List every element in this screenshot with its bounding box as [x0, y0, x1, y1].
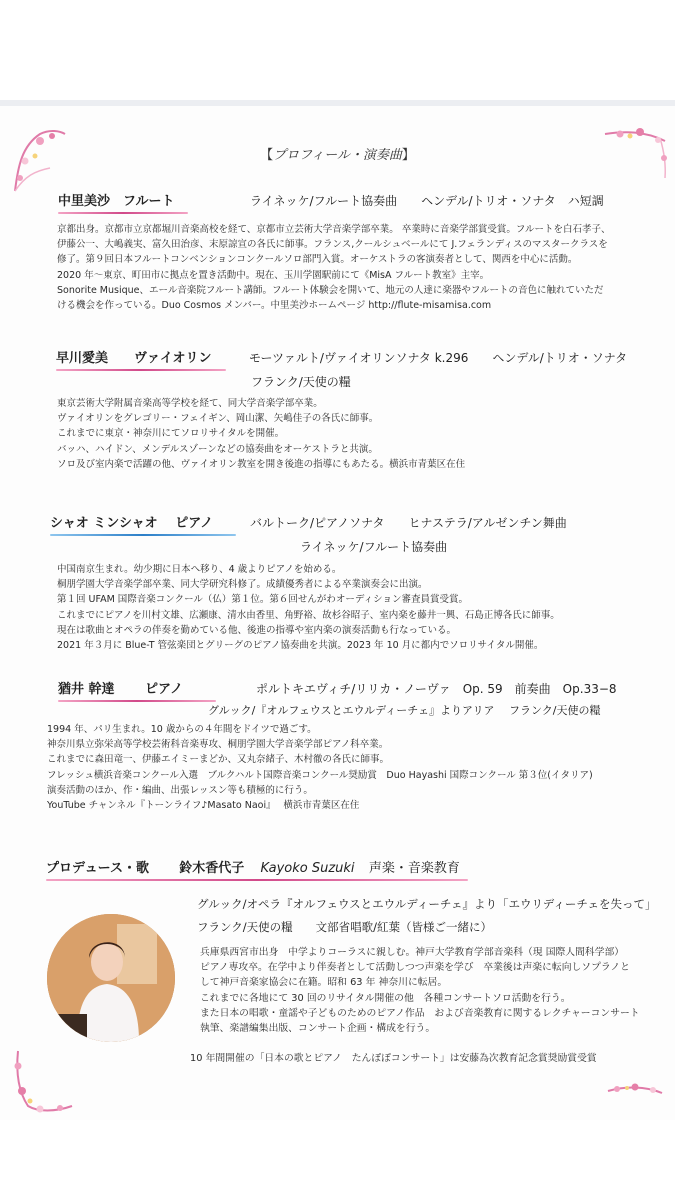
portrait-photo [47, 914, 175, 1042]
screenshot-top-margin [0, 0, 675, 100]
profile-document [0, 100, 675, 1132]
award-line: 10 年間開催の「日本の歌とピアノ たんぽぽコンサート」は安藤為次教育記念賞奨励賞受賞 [190, 1053, 597, 1064]
biography: 東京芸術大学附属音楽高等学校を経て、同大学音楽学部卒業。 ヴァイオリンをグレゴリー・フェイギン、岡山潔、矢嶋佳子の各氏に師事。 これまでに東京・神奈川にてソロリサイタルを開催。 バッハ、ハイドン、メンデルスゾーンなどの協奏曲をオーケストラと共演。 ソロ及び室内楽で活躍の他、ヴァイオリン教室を開き後進の指導にもあたる。横浜市青葉区在住 [57, 398, 466, 470]
repertoire-line: フランク/天使の糧 [251, 375, 351, 389]
biography: 中国南京生まれ。幼少期に日本へ移り、4 歳よりピアノを始める。 桐朋学園大学音楽学部卒業、同大学研究科修了。成績優秀者による卒業演奏会に出演。 第１回 UFAM 国際音楽コンクール（仏）第１位。第６回せんがわオーディション審査員賞受賞。 これまでにピアノを川村文雄、広瀬康、清水由香里、角野裕、故杉谷昭子、室内楽を藤井一興、石島正博各氏に師事。 現在は歌曲とオペラの伴奏を勤めている他、後進の指導や室内楽の演奏活動も行なっている。 2021 年３月に Blue-T 管弦楽団とグリーグのピアノ協奏曲を共演。2023 年 10 月に都内でソロリサイタル開催。 [57, 564, 560, 651]
repertoire-line: グルック/『オルフェウスとエウルディーチェ』よりアリア フランク/天使の糧 [208, 704, 601, 717]
producer-name: プロデュース・歌 鈴木香代子 Kayoko Suzuki 声楽・音楽教育 [46, 857, 468, 879]
repertoire-line: バルトーク/ピアノソナタ ヒナステラ/アルゼンチン舞曲 [250, 516, 567, 530]
performer-name: シャオ ミンシャオ ピアノ [50, 512, 236, 534]
page-title: 【プロフィール・演奏曲】 [260, 148, 415, 163]
biography: 京都出身。京都市立京都堀川音楽高校を経て、京都市立芸術大学音楽学部卒業。 卒業時に音楽学部賞受賞。フルートを白石孝子、 伊藤公一、大嶋義実、富久田治彦、末原諒宣の各氏に師事。フランス,クールシュベールにて J.フェランディスのマスタークラスを 修了。第９回日本フルートコンベンションコンクールソロ部門入賞。オーケストラの客演奏者として、関西を中心に活動。 2020 年〜東京、町田市に拠点を置き活動中。現在、玉川学園駅前にて《MisA フルート教室》主宰。 Sonorite Musique、エール音楽院フルート講師。フルート体験会を開いて、地元の人達に楽器やフルートの音色に触れていただ ける機会を作っている。Duo Cosmos メンバー。中里美沙ホームページ http://flute-misamisa.com [57, 224, 611, 311]
performer-name: 中里美沙 フルート [58, 190, 188, 212]
floral-ornament-bottom-right [605, 1071, 665, 1111]
performer-name: 早川愛美 ヴァイオリン [56, 347, 226, 369]
repertoire-line: グルック/オペラ『オルフェウスとエウルディーチェ』より「エウリディーチェを失って」 [197, 897, 657, 911]
biography: 兵庫県西宮市出身 中学よりコーラスに親しむ。神戸大学教育学部音楽科（現 国際人間科学部） ピアノ専攻卒。在学中より伴奏者として活動しつつ声楽を学び 卒業後は声楽に転向しソプラノと して神戸音楽家協会に在籍。昭和 63 年 神奈川に転居。 これまでに各地にて 30 回のリサイタル開催の他 各種コンサートソロ活動を行う。 また日本の唱歌・童謡や子どものためのピアノ作品 および音楽教育に関するレクチャーコンサート 執筆、楽譜編集出版、コンサート企画・構成を行う。 [200, 947, 640, 1034]
floral-ornament-bottom-left [10, 1046, 80, 1116]
repertoire-line: モーツァルト/ヴァイオリンソナタ k.296 ヘンデル/トリオ・ソナタ [249, 351, 628, 365]
performer-name: 猶井 幹達 ピアノ [58, 678, 216, 700]
repertoire-line: ライネッケ/フルート協奏曲 ヘンデル/トリオ・ソナタ ハ短調 [250, 194, 604, 208]
repertoire-line: フランク/天使の糧 文部省唱歌/紅葉（皆様ご一緒に） [197, 920, 493, 934]
repertoire-line: ライネッケ/フルート協奏曲 [300, 540, 448, 554]
screenshot-bottom-margin [0, 1120, 675, 1200]
biography: 1994 年、パリ生まれ。10 歳からの４年間をドイツで過ごす。 神奈川県立弥栄高等学校芸術科音楽専攻、桐朋学園大学音楽学部ピアノ科卒業。 これまでに森田竜一、伊藤エイミーまどか、又丸奈緒子、木村徹の各氏に師事。 フレッシュ横浜音楽コンクール入選 ブルクハルト国際音楽コンクール奨励賞 Duo Hayashi 国際コンクール 第３位(イタリア) 演奏活動のほか、作・編曲、出張レッスン等も積極的に行う。 YouTube チャンネル『トーンライフ♪Masato Naoi』 横浜市青葉区在住 [47, 724, 593, 811]
repertoire-line: ポルトキエヴィチ/リリカ・ノーヴァ Op. 59 前奏曲 Op.33−8 [256, 682, 617, 696]
